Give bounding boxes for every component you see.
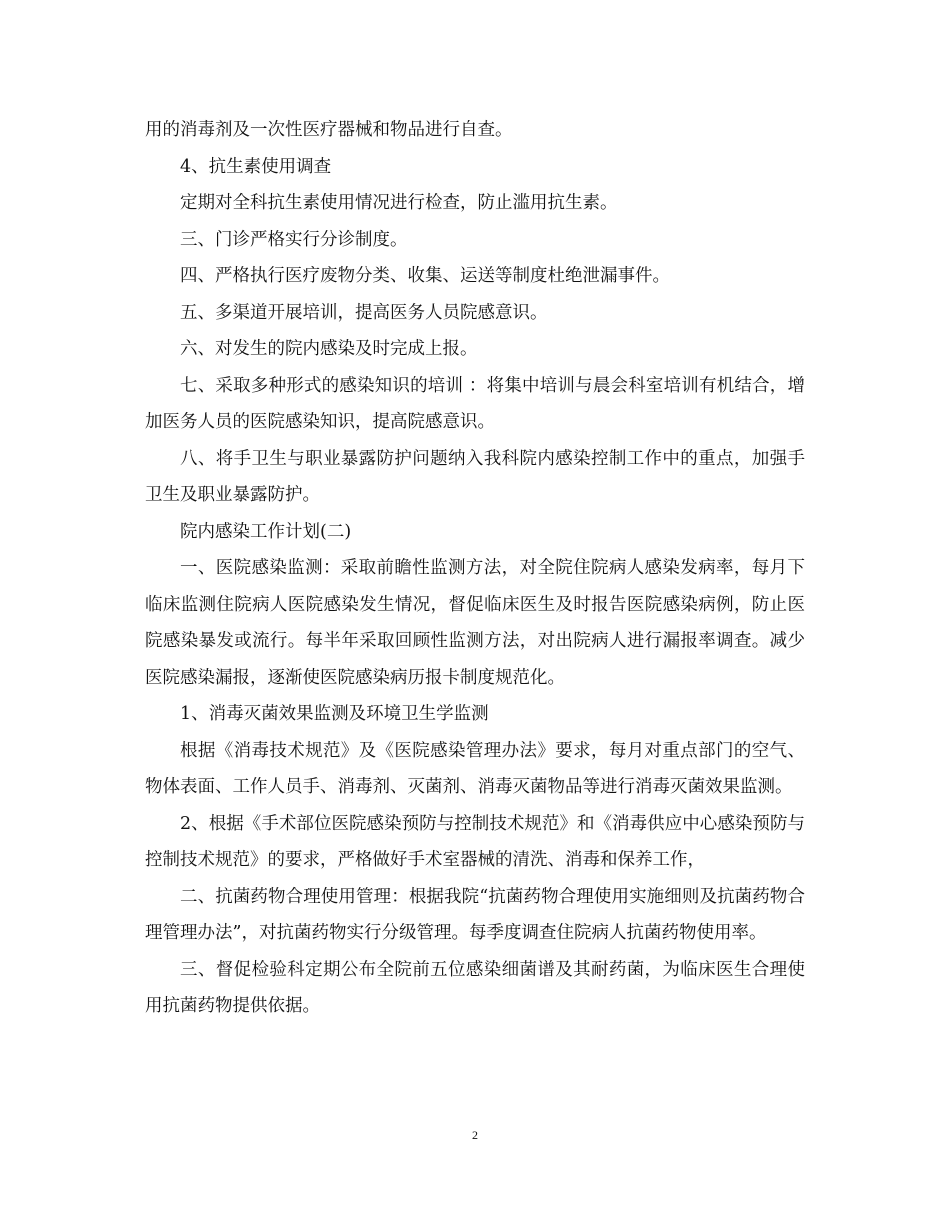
- paragraph: 1、消毒灭菌效果监测及环境卫生学监测: [180, 704, 489, 724]
- paragraph: 三、门诊严格实行分诊制度。: [180, 229, 408, 250]
- paragraph: 2、根据《手术部位医院感染预防与控制技术规范》和《消毒供应中心感染预防与控制技术规范》的要求，严格做好手术室器械的清洗、消毒和保养工作，: [145, 813, 805, 870]
- section-heading: 院内感染工作计划(二): [180, 521, 352, 542]
- paragraph: 一、医院感染监测：采取前瞻性监测方法，对全院住院病人感染发病率，每月下临床监测住院病人医院感染发生情况，督促临床医生及时报告医院感染病例，防止医院感染暴发或流行。每半年采取回顾性监测方法，对出院病人进行漏报率调查。减少医院感染漏报，逐渐使医院感染病历报卡制度规范化。: [145, 558, 805, 688]
- paragraph: 二、抗菌药物合理使用管理：根据我院“抗菌药物合理使用实施细则及抗菌药物合理管理办法”，对抗菌药物实行分级管理。每季度调查住院病人抗菌药物使用率。: [145, 886, 805, 943]
- paragraph: 八、将手卫生与职业暴露防护问题纳入我科院内感染控制工作中的重点，加强手卫生及职业暴露防护。: [145, 448, 805, 505]
- paragraph: 五、多渠道开展培训，提高医务人员院感意识。: [180, 302, 548, 323]
- paragraph: 四、严格执行医疗废物分类、收集、运送等制度杜绝泄漏事件。: [180, 266, 670, 286]
- paragraph: 根据《消毒技术规范》及《医院感染管理办法》要求，每月对重点部门的空气、物体表面、工作人员手、消毒剂、灭菌剂、消毒灭菌物品等进行消毒灭菌效果监测。: [145, 740, 805, 797]
- page-number: 2: [472, 1128, 478, 1142]
- paragraph: 三、督促检验科定期公布全院前五位感染细菌谱及其耐药菌，为临床医生合理使用抗菌药物提供依据。: [145, 959, 805, 1016]
- paragraph: 用的消毒剂及一次性医疗器械和物品进行自查。: [145, 120, 513, 140]
- paragraph: 定期对全科抗生素使用情况进行检查，防止滥用抗生素。: [180, 193, 618, 213]
- document-body: [145, 112, 805, 1025]
- paragraph: 4、抗生素使用调查: [180, 156, 332, 177]
- paragraph: 六、对发生的院内感染及时完成上报。: [180, 339, 478, 359]
- paragraph: 七、采取多种形式的感染知识的培训 ：将集中培训与晨会科室培训有机结合，增加医务人员的医院感染知识，提高院感意识。: [145, 375, 805, 432]
